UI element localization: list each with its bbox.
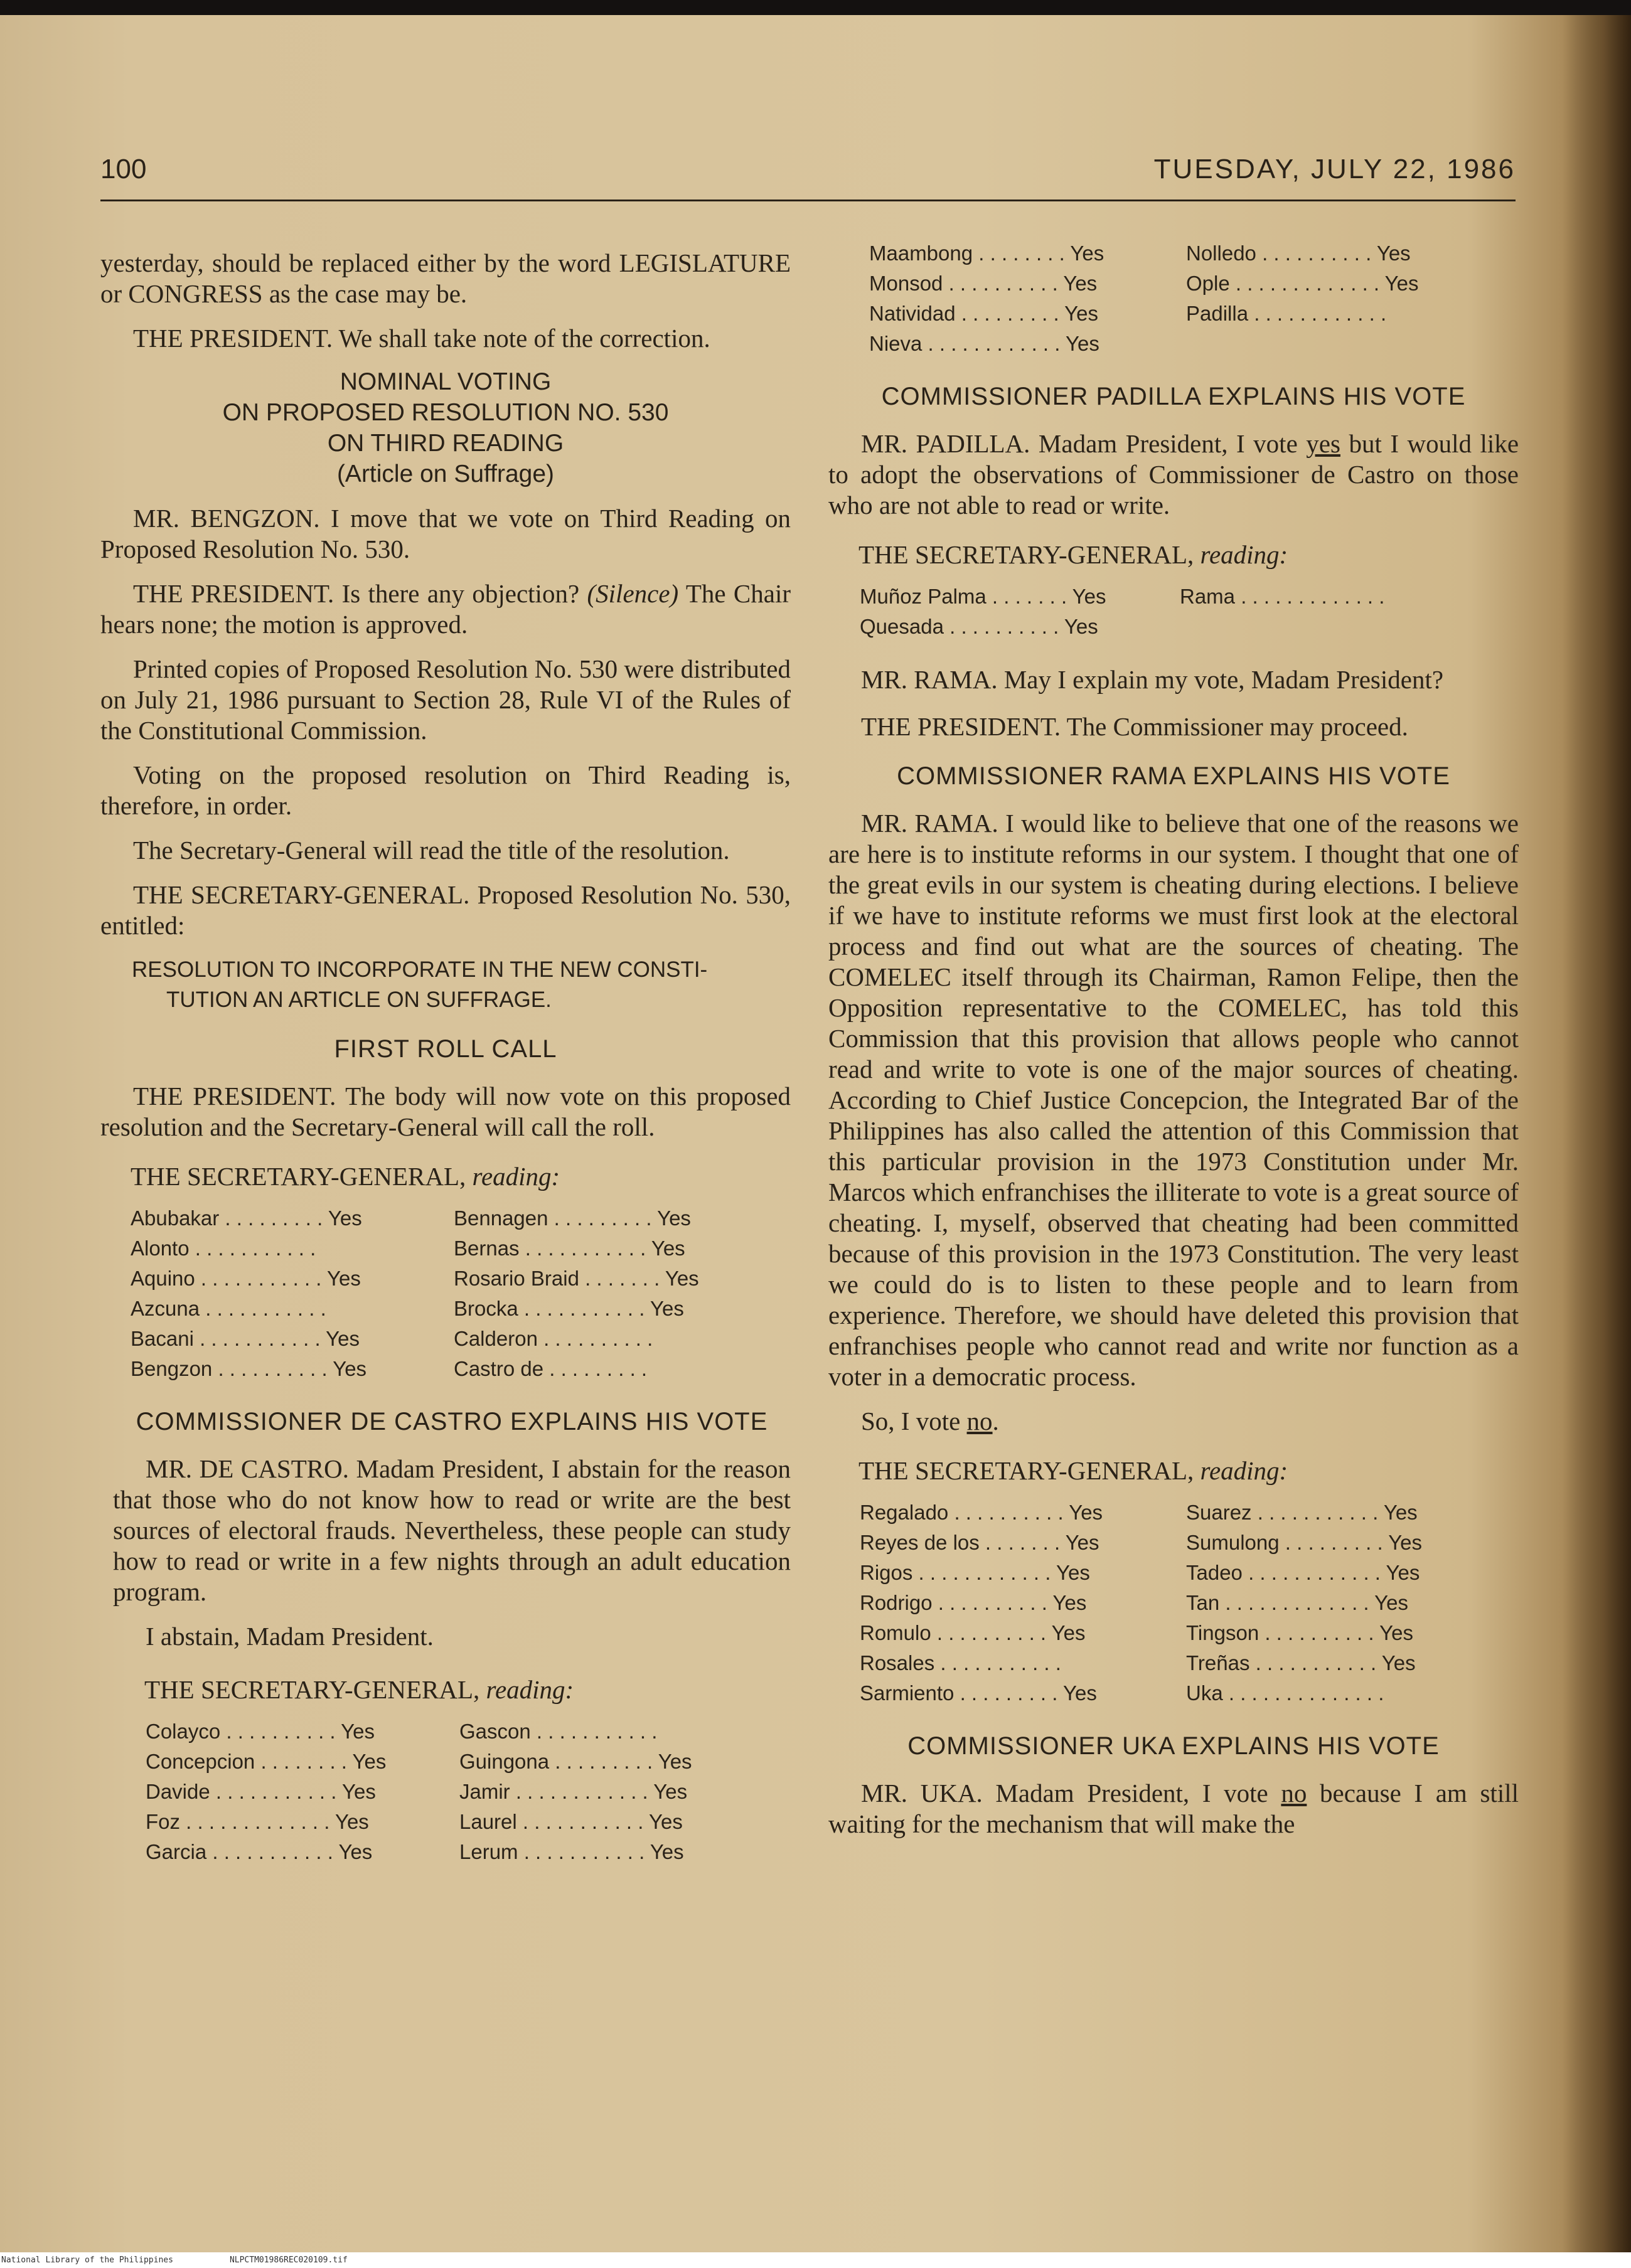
secretary-general-reading bbox=[858, 1456, 1519, 1486]
vote-entry: Rosario Braid . . . . . . . Yes bbox=[454, 1267, 699, 1290]
vote-entry: Rama . . . . . . . . . . . . . bbox=[1180, 585, 1385, 608]
secretary-general-reading bbox=[131, 1161, 791, 1192]
vote-entry: Romulo . . . . . . . . . . Yes bbox=[860, 1621, 1086, 1644]
vote-entry: Bengzon . . . . . . . . . . Yes bbox=[131, 1357, 367, 1380]
vote-entry: Rigos . . . . . . . . . . . . Yes bbox=[860, 1561, 1090, 1584]
paragraph: MR. BENGZON. I move that we vote on Third Reading on Proposed Resolution No. 530. bbox=[100, 504, 791, 563]
vote-entry: Maambong . . . . . . . . Yes bbox=[869, 242, 1104, 265]
header-rule bbox=[100, 200, 1516, 201]
text: reading: bbox=[1200, 1456, 1288, 1485]
vote-entry bbox=[1186, 329, 1503, 359]
book-spine-shadow bbox=[1562, 15, 1631, 2252]
paragraph: MR. RAMA. I would like to believe that one of the reasons we are here is to institute reforms in our system. I thought that one of the great evils in our system is cheating during elections. I believe if we have to institute reforms we must first look at the electoral process and find out what are the sources of cheating. The COMELEC itself through its Chairman, Ramon Felipe, then the Opposition representative to the COMELEC, has told this Commission that this provision that allows people who cannot read and write to vote is one of the major sources of cheating. According to Chief Justice Concepcion, the Integrated Bar of the Philippines has also called the attention of this Commission that this particular provision in the 1973 Constitution under Mr. Marcos which enfranchises the illiterate to vote is a great source of cheating. I, myself, observed that cheating had been committed because of this provision in the 1973 Constitution. The very least we could do is to listen to these people and to learn from experience. Therefore, we should have deleted this provision that enfranchises people who cannot read and write nor function as a voter in a democratic process. bbox=[828, 809, 1519, 1391]
vote-entry: Jamir . . . . . . . . . . . . Yes bbox=[459, 1780, 688, 1803]
text: THE SECRETARY-GENERAL, bbox=[144, 1675, 480, 1704]
underlined-vote: no bbox=[966, 1407, 993, 1435]
vote-entry: Bernas . . . . . . . . . . . Yes bbox=[454, 1237, 685, 1260]
vote-entry: Monsod . . . . . . . . . . Yes bbox=[869, 272, 1098, 295]
page-date: TUESDAY, JULY 22, 1986 bbox=[1153, 154, 1516, 184]
secretary-general-reading bbox=[858, 540, 1519, 570]
text: reading: bbox=[486, 1675, 574, 1704]
vote-entry: Gascon . . . . . . . . . . . bbox=[459, 1720, 658, 1743]
page-header bbox=[100, 154, 1516, 185]
text: So, I vote bbox=[861, 1407, 961, 1435]
text: . bbox=[992, 1407, 999, 1435]
vote-entry: Garcia . . . . . . . . . . . Yes bbox=[146, 1840, 373, 1863]
underlined-vote: yes bbox=[1306, 429, 1340, 458]
vote-entry: Laurel . . . . . . . . . . . Yes bbox=[459, 1810, 683, 1833]
text: because I am still waiting for the mechanism that will make the bbox=[828, 1779, 1519, 1838]
vote-table-2 bbox=[146, 1717, 791, 1867]
vote-entry: Davide . . . . . . . . . . . Yes bbox=[146, 1780, 376, 1803]
heading-line: (Article on Suffrage) bbox=[336, 461, 555, 487]
file-label: NLPCTM01986REC020109.tif bbox=[229, 2255, 348, 2265]
text: THE SECRETARY-GENERAL, bbox=[131, 1162, 466, 1191]
vote-entry: Nolledo . . . . . . . . . . Yes bbox=[1186, 242, 1411, 265]
paragraph: THE SECRETARY-GENERAL. Proposed Resolution No. 530, entitled: bbox=[100, 880, 791, 940]
left-column bbox=[100, 248, 791, 1890]
paragraph: The Secretary-General will read the title of the resolution. bbox=[133, 836, 730, 865]
stage-note: (Silence) bbox=[587, 579, 679, 608]
paragraph: THE PRESIDENT. The body will now vote on this proposed resolution and the Secretary-General will call the roll. bbox=[100, 1082, 791, 1141]
vote-entry: Reyes de los . . . . . . . Yes bbox=[860, 1531, 1099, 1554]
vote-table-3 bbox=[869, 238, 1519, 359]
vote-entry: Regalado . . . . . . . . . . Yes bbox=[860, 1501, 1103, 1524]
top-dark-band bbox=[0, 0, 1631, 15]
text: MR. PADILLA. Madam President, I vote bbox=[861, 429, 1298, 458]
paragraph: MR. RAMA. May I explain my vote, Madam President? bbox=[861, 665, 1444, 694]
vote-entry: Natividad . . . . . . . . . Yes bbox=[869, 302, 1099, 325]
paragraph: THE PRESIDENT. We shall take note of the correction. bbox=[133, 324, 710, 353]
vote-entry: Uka . . . . . . . . . . . . . . bbox=[1186, 1681, 1384, 1705]
padilla-heading: COMMISSIONER PADILLA EXPLAINS HIS VOTE bbox=[881, 383, 1466, 410]
vote-entry: Bennagen . . . . . . . . . Yes bbox=[454, 1206, 691, 1230]
vote-entry: Concepcion . . . . . . . . Yes bbox=[146, 1750, 387, 1773]
paragraph bbox=[828, 1406, 1519, 1437]
vote-entry: Lerum . . . . . . . . . . . Yes bbox=[459, 1840, 684, 1863]
vote-entry: Colayco . . . . . . . . . . Yes bbox=[146, 1720, 375, 1743]
text: reading: bbox=[472, 1162, 560, 1191]
heading-line: NOMINAL VOTING bbox=[340, 368, 552, 395]
resolution-line: RESOLUTION TO INCORPORATE IN THE NEW CONSTI- bbox=[132, 957, 708, 982]
nominal-voting-heading bbox=[100, 366, 791, 489]
secretary-general-reading bbox=[144, 1674, 791, 1705]
vote-entry: Sarmiento . . . . . . . . . Yes bbox=[860, 1681, 1097, 1705]
vote-entry: Tingson . . . . . . . . . . Yes bbox=[1186, 1621, 1413, 1644]
text: MR. UKA. Madam President, I vote bbox=[861, 1779, 1268, 1807]
paragraph: THE PRESIDENT. The Commissioner may proceed. bbox=[861, 712, 1408, 741]
de-castro-heading: COMMISSIONER DE CASTRO EXPLAINS HIS VOTE bbox=[136, 1408, 768, 1435]
vote-entry: Guingona . . . . . . . . . Yes bbox=[459, 1750, 692, 1773]
vote-entry: Padilla . . . . . . . . . . . . bbox=[1186, 302, 1387, 325]
vote-entry: Muñoz Palma . . . . . . . Yes bbox=[860, 585, 1106, 608]
paragraph bbox=[828, 429, 1519, 521]
vote-entry: Rodrigo . . . . . . . . . . Yes bbox=[860, 1591, 1087, 1614]
paragraph: I abstain, Madam President. bbox=[146, 1622, 434, 1651]
heading-line: ON THIRD READING bbox=[327, 430, 564, 457]
vote-entry: Tan . . . . . . . . . . . . . Yes bbox=[1186, 1591, 1408, 1614]
paragraph: Printed copies of Proposed Resolution No. 530 were distributed on July 21, 1986 pursuant to Section 28, Rule VI of the Rules of the Constitutional Commission. bbox=[100, 654, 791, 745]
library-label: National Library of the Philippines bbox=[1, 2255, 173, 2265]
vote-entry: Castro de . . . . . . . . . bbox=[454, 1357, 648, 1380]
paragraph bbox=[828, 1778, 1519, 1839]
page-number: 100 bbox=[100, 154, 147, 184]
vote-entry: Alonto . . . . . . . . . . . bbox=[131, 1237, 316, 1260]
right-column bbox=[828, 238, 1519, 1853]
resolution-title bbox=[132, 955, 791, 1015]
vote-entry: Calderon . . . . . . . . . . bbox=[454, 1327, 653, 1350]
vote-entry: Rosales . . . . . . . . . . . bbox=[860, 1651, 1061, 1674]
underlined-vote: no bbox=[1281, 1779, 1307, 1807]
text: THE PRESIDENT. Is there any objection? bbox=[133, 579, 580, 608]
text: reading: bbox=[1200, 540, 1288, 569]
vote-entry: Azcuna . . . . . . . . . . . bbox=[131, 1297, 326, 1320]
resolution-line: TUTION AN ARTICLE ON SUFFRAGE. bbox=[166, 988, 552, 1012]
vote-table-1 bbox=[131, 1203, 791, 1384]
vote-entry: Nieva . . . . . . . . . . . . Yes bbox=[869, 332, 1099, 355]
text: THE SECRETARY-GENERAL, bbox=[858, 1456, 1194, 1485]
vote-entry: Sumulong . . . . . . . . . Yes bbox=[1186, 1531, 1423, 1554]
first-roll-call-heading: FIRST ROLL CALL bbox=[334, 1035, 557, 1063]
scan-footer bbox=[0, 2252, 1631, 2268]
vote-entry: Quesada . . . . . . . . . . Yes bbox=[860, 615, 1098, 638]
uka-heading: COMMISSIONER UKA EXPLAINS HIS VOTE bbox=[907, 1732, 1440, 1760]
heading-line: ON PROPOSED RESOLUTION NO. 530 bbox=[222, 399, 669, 426]
text: but I would like to adopt the observations of Commissioner de Castro on those who are not able to read or write. bbox=[828, 429, 1519, 519]
vote-entry: Treñas . . . . . . . . . . . Yes bbox=[1186, 1651, 1416, 1674]
vote-entry: Abubakar . . . . . . . . . Yes bbox=[131, 1206, 362, 1230]
paragraph: Voting on the proposed resolution on Third Reading is, therefore, in order. bbox=[100, 760, 791, 820]
vote-table-5 bbox=[860, 1498, 1519, 1708]
vote-entry: Ople . . . . . . . . . . . . . Yes bbox=[1186, 272, 1419, 295]
vote-entry: Aquino . . . . . . . . . . . Yes bbox=[131, 1267, 361, 1290]
rama-heading: COMMISSIONER RAMA EXPLAINS HIS VOTE bbox=[897, 762, 1450, 790]
paragraph bbox=[100, 578, 791, 640]
vote-entry: Foz . . . . . . . . . . . . . Yes bbox=[146, 1810, 369, 1833]
vote-entry: Bacani . . . . . . . . . . . Yes bbox=[131, 1327, 360, 1350]
vote-entry bbox=[1180, 612, 1500, 642]
vote-entry: Brocka . . . . . . . . . . . Yes bbox=[454, 1297, 684, 1320]
text: The Chair hears none; the motion is approved. bbox=[100, 579, 791, 639]
vote-entry: Suarez . . . . . . . . . . . Yes bbox=[1186, 1501, 1418, 1524]
paragraph: yesterday, should be replaced either by the word LEGISLATURE or CONGRESS as the case may be. bbox=[100, 248, 791, 308]
paragraph: MR. DE CASTRO. Madam President, I abstain for the reason that those who do not know how to read or write are the best sources of electoral frauds. Nevertheless, these people can study how to read or write in a few nights through an adult education program. bbox=[113, 1454, 791, 1606]
vote-table-4 bbox=[860, 582, 1519, 642]
vote-entry: Tadeo . . . . . . . . . . . . Yes bbox=[1186, 1561, 1420, 1584]
text: THE SECRETARY-GENERAL, bbox=[858, 540, 1194, 569]
